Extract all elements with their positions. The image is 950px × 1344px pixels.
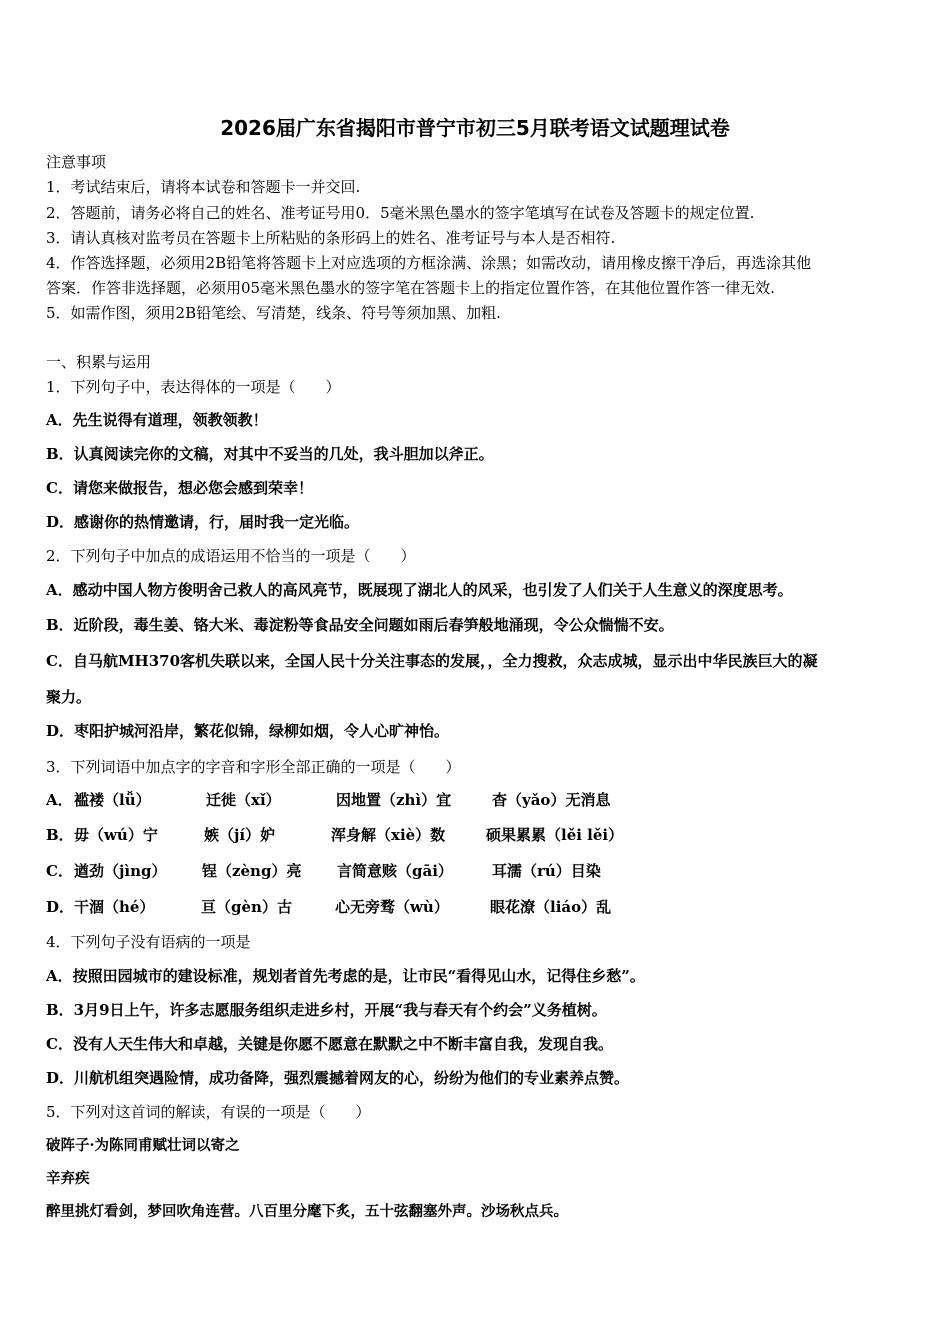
section-heading: 一、积累与运用 [46,353,152,371]
notice-item: 4．作答选择题，必须用2B铅笔将答题卡上对应选项的方框涂满、涂黑；如需改动，请用橡皮擦干净后，再选涂其他 [46,254,812,272]
q3-word: 硕果累累（lěi lěi） [486,826,624,844]
q3-word: 迁徙（xǐ） [206,791,281,809]
q3-word: 心无旁骛（wù） [335,898,449,916]
notice-item: 答案．作答非选择题，必须用05毫米黑色墨水的签字笔在答题卡上的指定位置作答，在其他位置作答一律无效. [46,279,775,297]
notice-item: 5．如需作图，须用2B铅笔绘、写清楚，线条、符号等须加黑、加粗. [46,304,501,322]
q3-row-b [46,825,623,845]
q3-word: 浑身解（xiè）数 [331,826,446,844]
q4-option-a: A．按照田园城市的建设标准，规划者首先考虑的是，让市民“看得见山水，记得住乡愁”。 [46,967,645,985]
q3-word: 杳（yǎo）无消息 [492,791,611,809]
q3-word: 耳濡（rú）目染 [492,862,601,880]
q3-row-label: D． [46,898,75,916]
q3-word: 嫉（jí）妒 [204,826,276,844]
q3-word: 遒劲（jìng） [74,862,167,880]
poem-author: 辛弃疾 [46,1170,90,1187]
q3-word: 眼花潦（liáo）乱 [490,898,612,916]
q3-word: 亘（gèn）古 [201,898,292,916]
q3-row-label: B． [46,826,74,844]
q3-word: 褴褛（lǚ） [74,791,151,809]
question-stem-5: 5．下列对这首词的解读，有误的一项是（ ） [46,1103,371,1121]
question-stem-1: 1．下列句子中，表达得体的一项是（ ） [46,378,341,396]
q2-option-d: D．枣阳护城河沿岸，繁花似锦，绿柳如烟，令人心旷神怡。 [46,722,450,740]
notice-item: 2．答题前，请务必将自己的姓名、准考证号用0．5毫米黑色墨水的签字笔填写在试卷及答题卡的规定位置. [46,204,755,222]
poem-line: 醉里挑灯看剑，梦回吹角连营。八百里分麾下炙，五十弦翻塞外声。沙场秋点兵。 [46,1203,568,1220]
q2-option-c-cont: 聚力。 [46,688,92,706]
q4-option-b: B．3月9日上午，许多志愿服务组织走进乡村，开展“我与春天有个约会”义务植树。 [46,1001,607,1019]
q1-option-c: C．请您来做报告，想必您会感到荣幸！ [46,479,313,497]
q2-option-b: B．近阶段，毒生姜、铬大米、毒淀粉等食品安全问题如雨后春笋般地涌现，令公众惴惴不安。 [46,616,674,634]
q2-option-c: C．自马航MH370客机失联以来，全国人民十分关注事态的发展，，全力搜救，众志成城，显示出中华民族巨大的凝 [46,652,818,670]
q3-word: 毋（wú）宁 [74,826,158,844]
notice-item: 1．考试结束后，请将本试卷和答题卡一并交回. [46,178,361,196]
q3-row-label: A． [46,791,73,809]
q3-word: 锃（zèng）亮 [202,862,302,880]
q4-option-d: D．川航机组突遇险情，成功备降，强烈震撼着网友的心，纷纷为他们的专业素养点赞。 [46,1069,630,1087]
notice-item: 3．请认真核对监考员在答题卡上所粘贴的条形码上的姓名、准考证号与本人是否相符. [46,229,616,247]
exam-title: 2026届广东省揭阳市普宁市初三5月联考语文试题理试卷 [220,116,730,140]
poem-title: 破阵子·为陈同甫赋壮词以寄之 [46,1137,240,1154]
q3-word: 因地置（zhì）宜 [336,791,452,809]
question-stem-4: 4．下列句子没有语病的一项是 [46,933,251,951]
question-stem-2: 2．下列句子中加点的成语运用不恰当的一项是（ ） [46,547,416,565]
q2-option-a: A．感动中国人物方俊明舍己救人的高风亮节，既展现了湖北人的风采，也引发了人们关于人生意义的深度思考。 [46,581,793,599]
q3-row-c [46,861,601,881]
q3-row-a [46,790,610,810]
notice-heading: 注意事项 [46,153,107,171]
q3-word: 言简意赅（gāi） [337,862,453,880]
q1-option-a: A．先生说得有道理，领教领教！ [46,411,268,429]
q3-row-d [46,897,611,917]
q3-word: 干涸（hé） [74,898,155,916]
q3-row-label: C． [46,862,73,880]
q4-option-c: C．没有人天生伟大和卓越，关键是你愿不愿意在默默之中不断丰富自我，发现自我。 [46,1035,613,1053]
q1-option-b: B．认真阅读完你的文稿，对其中不妥当的几处，我斗胆加以斧正。 [46,445,494,463]
question-stem-3: 3．下列词语中加点字的字音和字形全部正确的一项是（ ） [46,758,461,776]
q1-option-d: D．感谢你的热情邀请，行，届时我一定光临。 [46,513,360,531]
